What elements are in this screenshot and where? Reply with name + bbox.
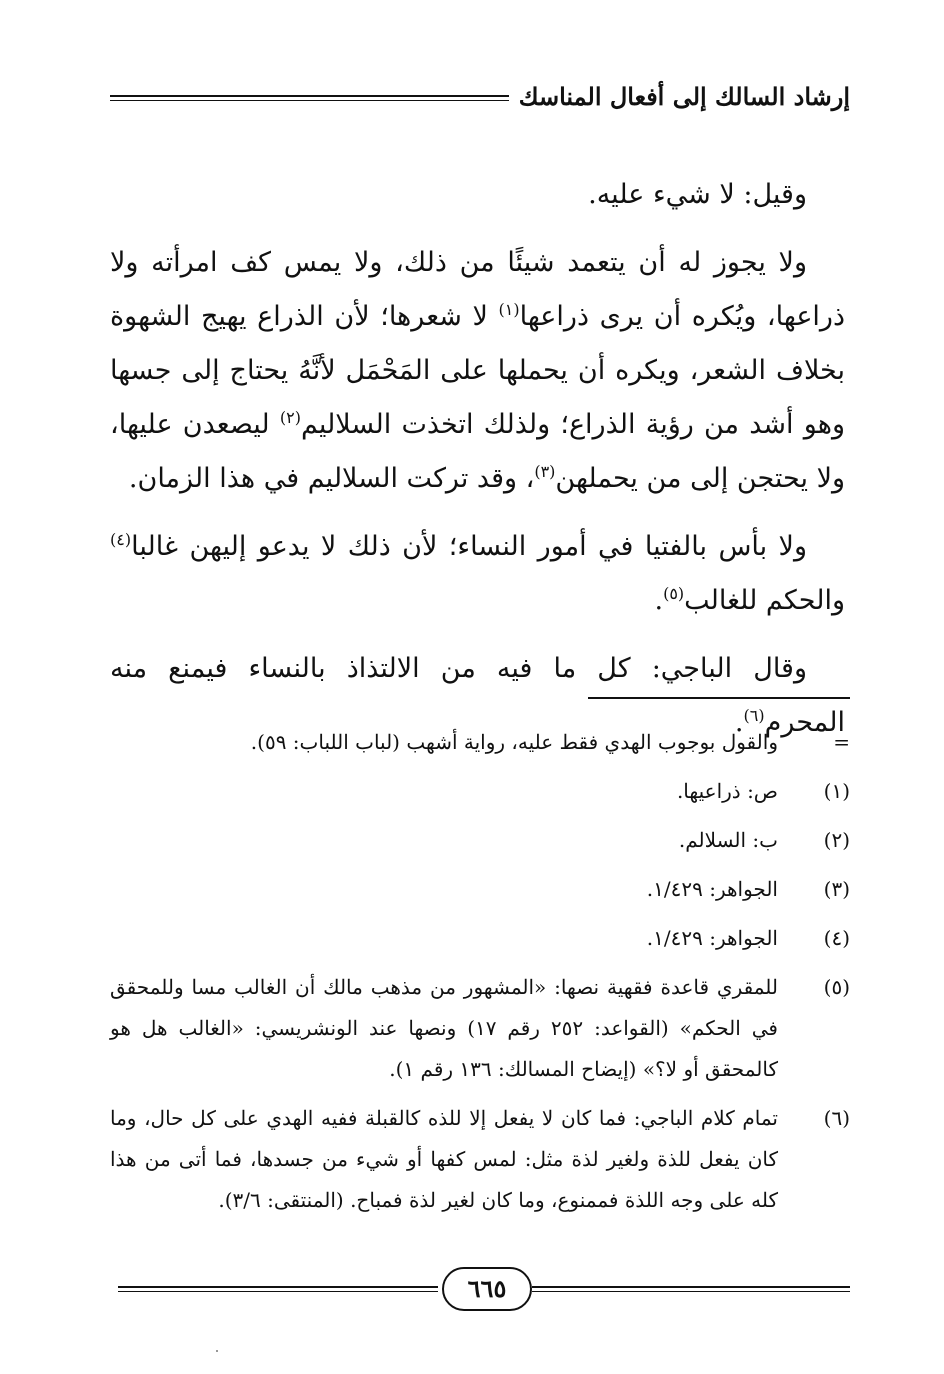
paragraph-2-text-c: ليصعدن عليها، ولا يحتجن إلى من يحملهن (110, 409, 845, 494)
footnote-3 (110, 869, 850, 910)
footnote-text: للمقري قاعدة فقهية نصها: «المشهور من مذهب مالك أن الغالب مسا وللمحقق في الحكم» (القواعد: ٢٥٢ رقم ١٧) ونصها عند الونشريسي: «الغالب هل هو كالمحقق أو لا؟» (إيضاح المسالك: ١٣٦ رقم ١). (110, 975, 778, 1081)
footer-rule-right (532, 1286, 850, 1292)
footnote-number: (٦) (823, 1106, 850, 1130)
paragraph-3-text-b: والحكم للغالب (684, 585, 845, 616)
footnote-number: (٤) (823, 926, 850, 950)
paragraph-1-text: وقيل: لا شيء عليه. (588, 179, 807, 210)
paragraph-4-text-a: وقال الباجي: كل ما فيه من الالتذاذ بالنساء فيمنع منه المحرم (110, 653, 845, 738)
footnote-ref-1[interactable]: (١) (498, 300, 520, 319)
footnote-number: (٣) (823, 877, 850, 901)
paragraph-2 (110, 236, 845, 506)
footnote-text: ص: ذراعيها. (676, 779, 778, 803)
footnote-ref-6[interactable]: (٦) (743, 706, 765, 725)
header-title: إرشاد السالك إلى أفعال المناسك (509, 82, 850, 111)
paragraph-3 (110, 520, 845, 628)
footnote-separator (588, 697, 850, 699)
running-header (100, 78, 850, 118)
footnote-text: الجواهر: ١/٤٢٩. (646, 926, 778, 950)
footer-rule-left (118, 1286, 438, 1292)
paragraph-2-text-d: ، وقد تركت السلاليم في هذا الزمان. (128, 463, 535, 494)
footnote-ref-3[interactable]: (٣) (534, 462, 556, 481)
paragraph-4-text-b: . (734, 707, 744, 738)
footnote-number: = (833, 730, 850, 754)
footnote-2 (110, 820, 850, 861)
footnote-ref-4[interactable]: (٤) (110, 530, 132, 549)
footnote-6 (110, 1098, 850, 1221)
footnote-number: (٥) (823, 975, 850, 999)
footnote-text: ب: السلالم. (678, 828, 778, 852)
paragraph-3-text-c: . (654, 585, 664, 616)
page-number: ٦٦٥ (442, 1267, 532, 1311)
footnote-number: (١) (823, 779, 850, 803)
scan-speck (216, 1350, 218, 1352)
paragraph-1 (110, 168, 845, 222)
paragraph-3-text-a: ولا بأس بالفتيا في أمور النساء؛ لأن ذلك لا يدعو إليهن غالبا (131, 531, 807, 562)
footnote-text: الجواهر: ١/٤٢٩. (646, 877, 778, 901)
paragraph-2-text-a: ولا يجوز له أن يتعمد شيئًا من ذلك، ولا يمس كف امرأته ولا ذراعها، ويُكره أن يرى ذراعها (110, 247, 845, 332)
footnote-ref-2[interactable]: (٢) (279, 408, 301, 427)
footnote-5 (110, 967, 850, 1090)
footnote-1 (110, 771, 850, 812)
footnote-continuation (110, 722, 850, 763)
paragraph-2-text-b: لا شعرها؛ لأن الذراع يهيج الشهوة بخلاف الشعر، ويكره أن يحملها على المَحْمَل لأنَّهُ يحتاج إلى جسها وهو أشد من رؤية الذراع؛ ولذلك اتخذت السلاليم (110, 301, 845, 440)
footnote-number: (٢) (823, 828, 850, 852)
footnotes (110, 722, 850, 1229)
main-text (110, 168, 845, 764)
footnote-text: تمام كلام الباجي: فما كان لا يفعل إلا للذه كالقبلة ففيه الهدي على كل حال، وما كان يفعل للذة ولغير لذة مثل: لمس كفها أو شيء من جسدها، فما أتى من هذا كله على وجه اللذة فممنوع، وما كان لغير لذة فمباح. (المنتقى: ٣/٦). (110, 1106, 778, 1212)
footnote-4 (110, 918, 850, 959)
page-footer (118, 1267, 850, 1313)
footnote-text: والقول بوجوب الهدي فقط عليه، رواية أشهب (لباب اللباب: ٥٩). (250, 730, 778, 754)
footnote-ref-5[interactable]: (٥) (663, 584, 685, 603)
